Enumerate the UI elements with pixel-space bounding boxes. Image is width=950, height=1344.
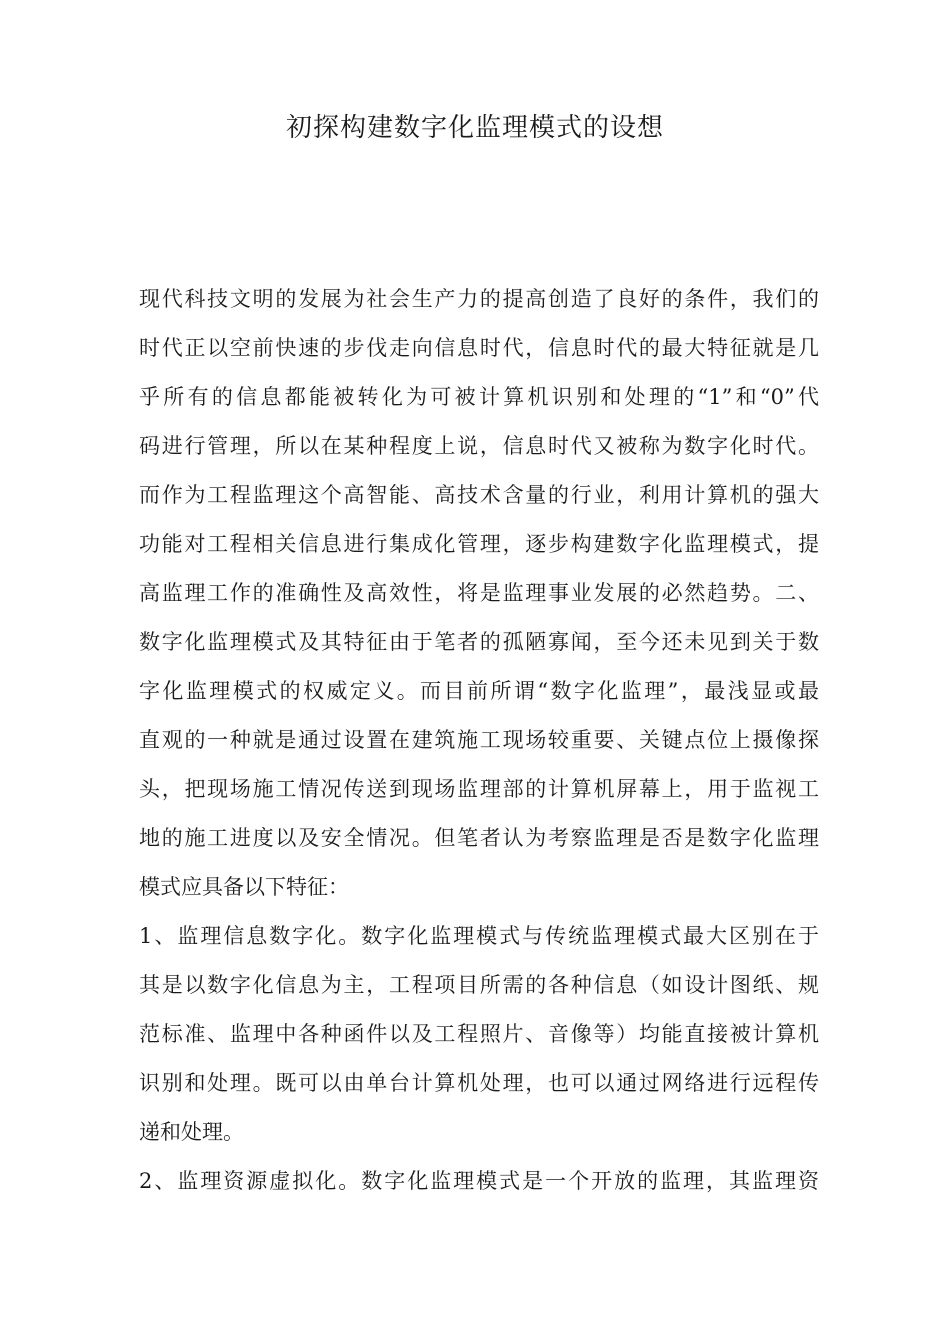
text-line: 字化监理模式的权威定义。而目前所谓“数字化监理”，最浅显或最	[139, 679, 819, 703]
text-line: 地的施工进度以及安全情况。但笔者认为考察监理是否是数字化监理	[139, 826, 819, 850]
text-line: 数字化监理模式及其特征由于笔者的孤陋寡闻，至今还未见到关于数	[139, 630, 819, 654]
text-line: 2、监理资源虚拟化。数字化监理模式是一个开放的监理，其监理资	[139, 1169, 819, 1193]
text-line: 现代科技文明的发展为社会生产力的提高创造了良好的条件，我们的	[139, 287, 819, 311]
text-line: 识别和处理。既可以由单台计算机处理，也可以通过网络进行远程传	[139, 1071, 819, 1095]
document-title: 初探构建数字化监理模式的设想	[285, 113, 664, 143]
text-line: 1、监理信息数字化。数字化监理模式与传统监理模式最大区别在于	[139, 924, 819, 948]
text-line: 功能对工程相关信息进行集成化管理，逐步构建数字化监理模式，提	[139, 532, 819, 556]
text-line: 头，把现场施工情况传送到现场监理部的计算机屏幕上，用于监视工	[139, 777, 819, 801]
text-line: 时代正以空前快速的步伐走向信息时代，信息时代的最大特征就是几	[139, 336, 819, 360]
text-line: 高监理工作的准确性及高效性，将是监理事业发展的必然趋势。二、	[139, 581, 819, 605]
text-line: 而作为工程监理这个高智能、高技术含量的行业，利用计算机的强大	[139, 483, 819, 507]
document-body	[139, 280, 819, 1211]
text-line: 范标准、监理中各种函件以及工程照片、音像等）均能直接被计算机	[139, 1022, 819, 1046]
text-line: 码进行管理，所以在某种程度上说，信息时代又被称为数字化时代。	[139, 434, 819, 458]
text-line: 模式应具备以下特征：	[139, 875, 349, 899]
text-line: 直观的一种就是通过设置在建筑施工现场较重要、关键点位上摄像探	[139, 728, 819, 752]
text-line: 递和处理。	[139, 1120, 244, 1144]
text-line: 其是以数字化信息为主，工程项目所需的各种信息（如设计图纸、规	[139, 973, 819, 997]
text-line: 乎所有的信息都能被转化为可被计算机识别和处理的“1”和“0”代	[139, 385, 819, 409]
